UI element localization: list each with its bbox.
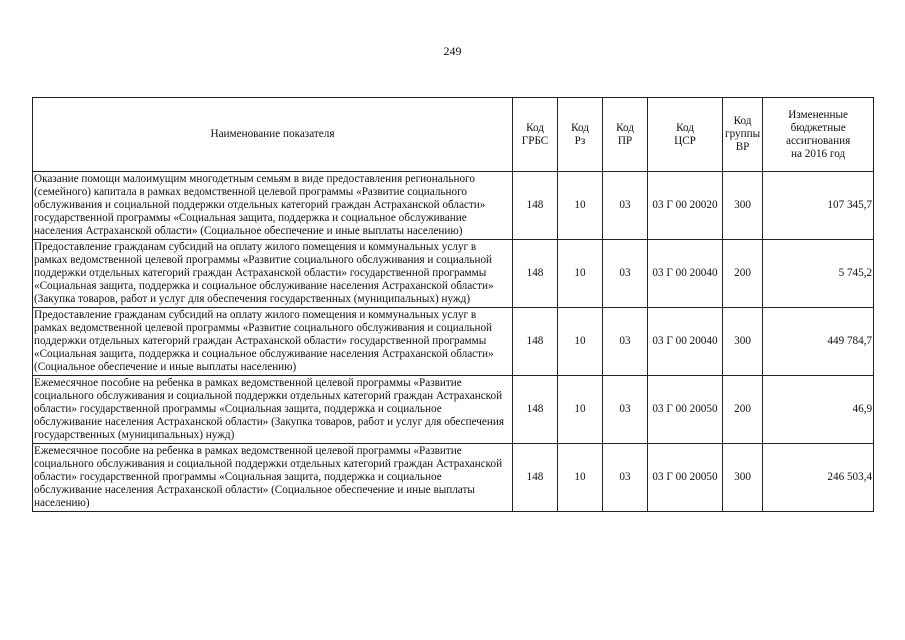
row-rz: 10: [558, 172, 603, 240]
header-grbs: Код ГРБС: [513, 98, 558, 172]
header-rz: Код Рз: [558, 98, 603, 172]
row-rz: 10: [558, 376, 603, 444]
row-csr: 03 Г 00 20020: [648, 172, 723, 240]
header-csr: Код ЦСР: [648, 98, 723, 172]
row-grbs: 148: [513, 308, 558, 376]
header-vr: Код группы ВР: [723, 98, 763, 172]
page-number: 249: [443, 44, 462, 58]
row-grbs: 148: [513, 444, 558, 512]
row-vr: 300: [723, 172, 763, 240]
row-grbs: 148: [513, 376, 558, 444]
row-name: Предоставление гражданам субсидий на оплату жилого помещения и коммунальных услуг в рамках ведомственной целевой программы «Развитие социального обслуживания и социальной поддержки отдельных категорий граждан Астраханской области» государственной программы «Социальная защита, поддержка и социальное обслуживание населения Астраханской области» (Социальное обеспечение и иные выплаты населению): [33, 308, 513, 376]
budget-table: [32, 97, 874, 512]
row-rz: 10: [558, 308, 603, 376]
row-csr: 03 Г 00 20050: [648, 376, 723, 444]
row-pr: 03: [603, 376, 648, 444]
table-row: [33, 444, 874, 512]
row-pr: 03: [603, 240, 648, 308]
table-row: [33, 308, 874, 376]
row-pr: 03: [603, 172, 648, 240]
table-row: [33, 172, 874, 240]
row-vr: 200: [723, 240, 763, 308]
row-vr: 200: [723, 376, 763, 444]
header-pr: Код ПР: [603, 98, 648, 172]
table-header-row: [33, 98, 874, 172]
row-csr: 03 Г 00 20050: [648, 444, 723, 512]
header-amount: Измененные бюджетные ассигнования на 2016 год: [763, 98, 874, 172]
row-amount: 246 503,4: [763, 444, 874, 512]
row-pr: 03: [603, 308, 648, 376]
row-rz: 10: [558, 444, 603, 512]
row-vr: 300: [723, 444, 763, 512]
header-name: Наименование показателя: [33, 98, 513, 172]
row-rz: 10: [558, 240, 603, 308]
row-amount: 5 745,2: [763, 240, 874, 308]
row-amount: 449 784,7: [763, 308, 874, 376]
row-csr: 03 Г 00 20040: [648, 308, 723, 376]
row-csr: 03 Г 00 20040: [648, 240, 723, 308]
row-amount: 46,9: [763, 376, 874, 444]
row-name: Оказание помощи малоимущим многодетным семьям в виде предоставления регионального (семейного) капитала в рамках ведомственной целевой программы «Развитие социального обслуживания и социальной поддержки отдельных категорий граждан Астраханской области» государственной программы «Социальная защита, поддержка и социальное обслуживание населения Астраханской области» (Социальное обеспечение и иные выплаты населению): [33, 172, 513, 240]
table-row: [33, 376, 874, 444]
row-name: Предоставление гражданам субсидий на оплату жилого помещения и коммунальных услуг в рамках ведомственной целевой программы «Развитие социального обслуживания и социальной поддержки отдельных категорий граждан Астраханской области» государственной программы «Социальная защита, поддержка и социальное обслуживание населения Астраханской области» (Закупка товаров, работ и услуг для обеспечения государственных (муниципальных) нужд): [33, 240, 513, 308]
row-grbs: 148: [513, 240, 558, 308]
row-name: Ежемесячное пособие на ребенка в рамках ведомственной целевой программы «Развитие социального обслуживания и социальной поддержки отдельных категорий граждан Астраханской области» государственной программы «Социальная защита, поддержка и социальное обслуживание населения Астраханской области» (Закупка товаров, работ и услуг для обеспечения государственных (муниципальных) нужд): [33, 376, 513, 444]
row-pr: 03: [603, 444, 648, 512]
row-grbs: 148: [513, 172, 558, 240]
table-row: [33, 240, 874, 308]
row-name: Ежемесячное пособие на ребенка в рамках ведомственной целевой программы «Развитие социального обслуживания и социальной поддержки отдельных категорий граждан Астраханской области» государственной программы «Социальная защита, поддержка и социальное обслуживание населения Астраханской области» (Социальное обеспечение и иные выплаты населению): [33, 444, 513, 512]
row-vr: 300: [723, 308, 763, 376]
row-amount: 107 345,7: [763, 172, 874, 240]
